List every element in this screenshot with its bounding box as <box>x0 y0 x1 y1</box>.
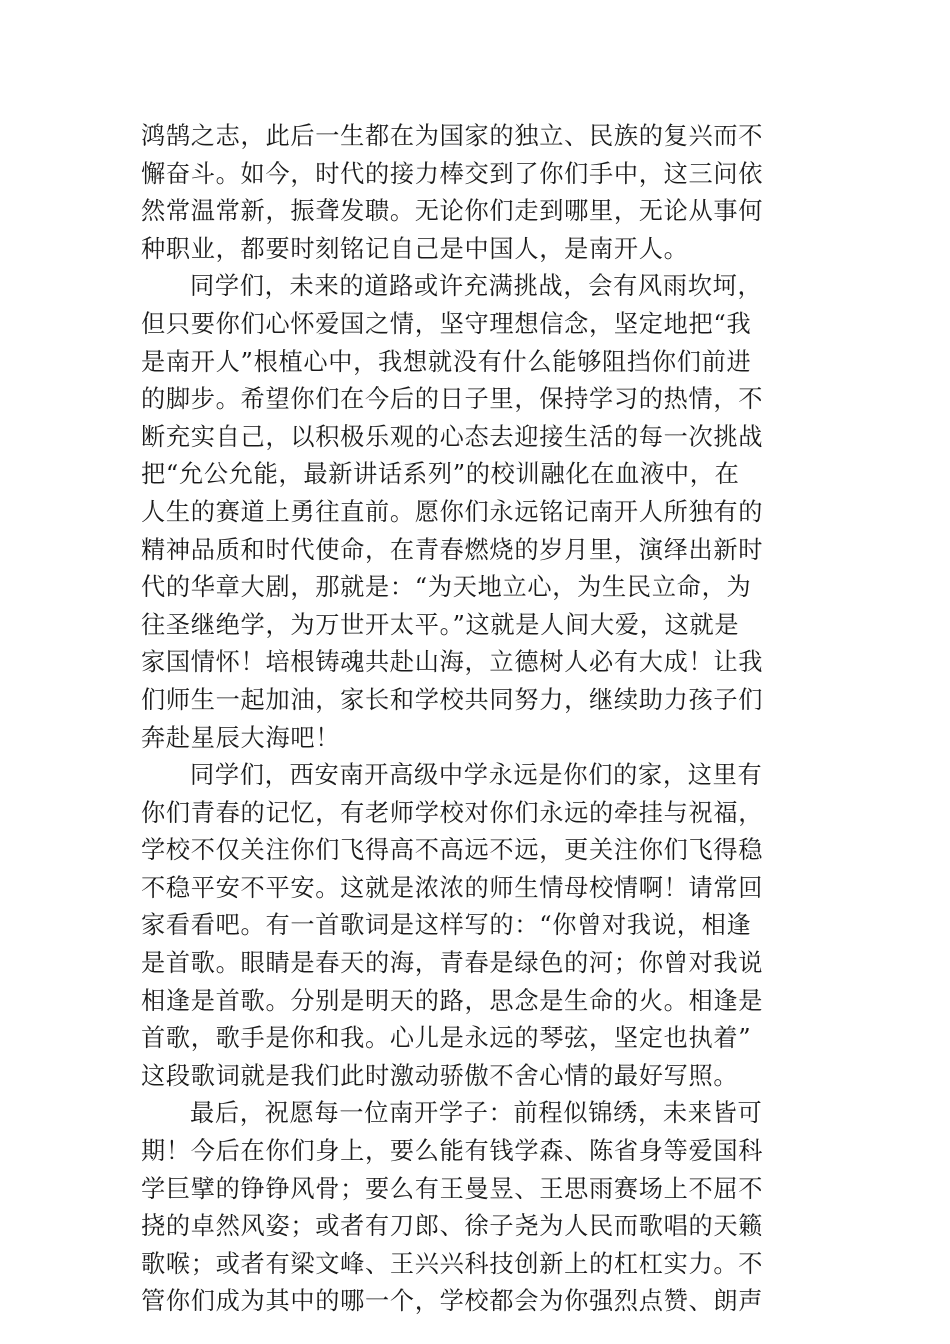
text-line: 挠的卓然风姿；或者有刀郎、徐子尧为人民而歌唱的天籁 <box>141 1212 764 1241</box>
text-line: 是首歌。眼睛是春天的海，青春是绿色的河；你曾对我说 <box>141 949 764 978</box>
text-line: 不稳平安不平安。这就是浓浓的师生情母校情啊！请常回 <box>141 873 764 902</box>
paragraph-first-line: 同学们，西安南开高级中学永远是你们的家，这里有 <box>190 761 763 790</box>
text-line: 是南开人”根植心中，我想就没有什么能够阻挡你们前进 <box>141 347 752 376</box>
text-line: 鸿鹄之志，此后一生都在为国家的独立、民族的复兴而不 <box>141 122 764 150</box>
text-line: 家看看吧。有一首歌词是这样写的：“你曾对我说，相逢 <box>141 911 752 940</box>
text-line: 精神品质和时代使命，在青春燃烧的岁月里，演绎出新时 <box>141 535 764 564</box>
text-line: 这段歌词就是我们此时激动骄傲不舍心情的最好写照。 <box>141 1061 739 1090</box>
text-line: 管你们成为其中的哪一个，学校都会为你强烈点赞、朗声 <box>141 1287 764 1316</box>
document-body <box>141 118 813 1321</box>
text-line: 种职业，都要时刻铭记自己是中国人，是南开人。 <box>141 234 689 263</box>
text-line: 断充实自己，以积极乐观的心态去迎接生活的每一次挑战 <box>141 422 764 451</box>
text-line: 学巨擘的铮铮风骨；要么有王曼昱、王思雨赛场上不屈不 <box>141 1174 764 1203</box>
text-line: 往圣继绝学，为万世开太平。”这就是人间大爱，这就是 <box>141 610 740 639</box>
text-line: 把“允公允能，最新讲话系列”的校训融化在血液中，在 <box>141 460 740 489</box>
text-line: 的脚步。希望你们在今后的日子里，保持学习的热情，不 <box>141 385 764 414</box>
text-line: 然常温常新，振聋发聩。无论你们走到哪里，无论从事何 <box>141 197 764 226</box>
text-line: 你们青春的记忆，有老师学校对你们永远的牵挂与祝福， <box>141 798 764 827</box>
text-line: 歌喉；或者有梁文峰、王兴兴科技创新上的杠杠实力。不 <box>141 1249 764 1278</box>
text-line: 奔赴星辰大海吧！ <box>141 723 341 752</box>
text-line: 首歌，歌手是你和我。心儿是永远的琴弦，坚定也执着” <box>141 1024 752 1053</box>
paragraph-first-line: 同学们，未来的道路或许充满挑战，会有风雨坎坷， <box>190 272 763 301</box>
text-line: 们师生一起加油，家长和学校共同努力，继续助力孩子们 <box>141 685 764 714</box>
text-line: 代的华章大剧，那就是：“为天地立心，为生民立命，为 <box>141 573 752 602</box>
text-line: 人生的赛道上勇往直前。愿你们永远铭记南开人所独有的 <box>141 497 764 526</box>
text-line: 学校不仅关注你们飞得高不高远不远，更关注你们飞得稳 <box>141 836 764 865</box>
text-line: 但只要你们心怀爱国之情，坚守理想信念，坚定地把“我 <box>141 309 752 338</box>
paragraph-first-line: 最后，祝愿每一位南开学子：前程似锦绣，未来皆可 <box>190 1099 763 1128</box>
text-line: 懈奋斗。如今，时代的接力棒交到了你们手中，这三问依 <box>141 159 764 188</box>
text-line: 家国情怀！培根铸魂共赴山海，立德树人必有大成！让我 <box>141 648 764 677</box>
text-line: 相逢是首歌。分别是明天的路，思念是生命的火。相逢是 <box>141 986 764 1015</box>
text-line: 期！今后在你们身上，要么能有钱学森、陈省身等爱国科 <box>141 1137 764 1166</box>
